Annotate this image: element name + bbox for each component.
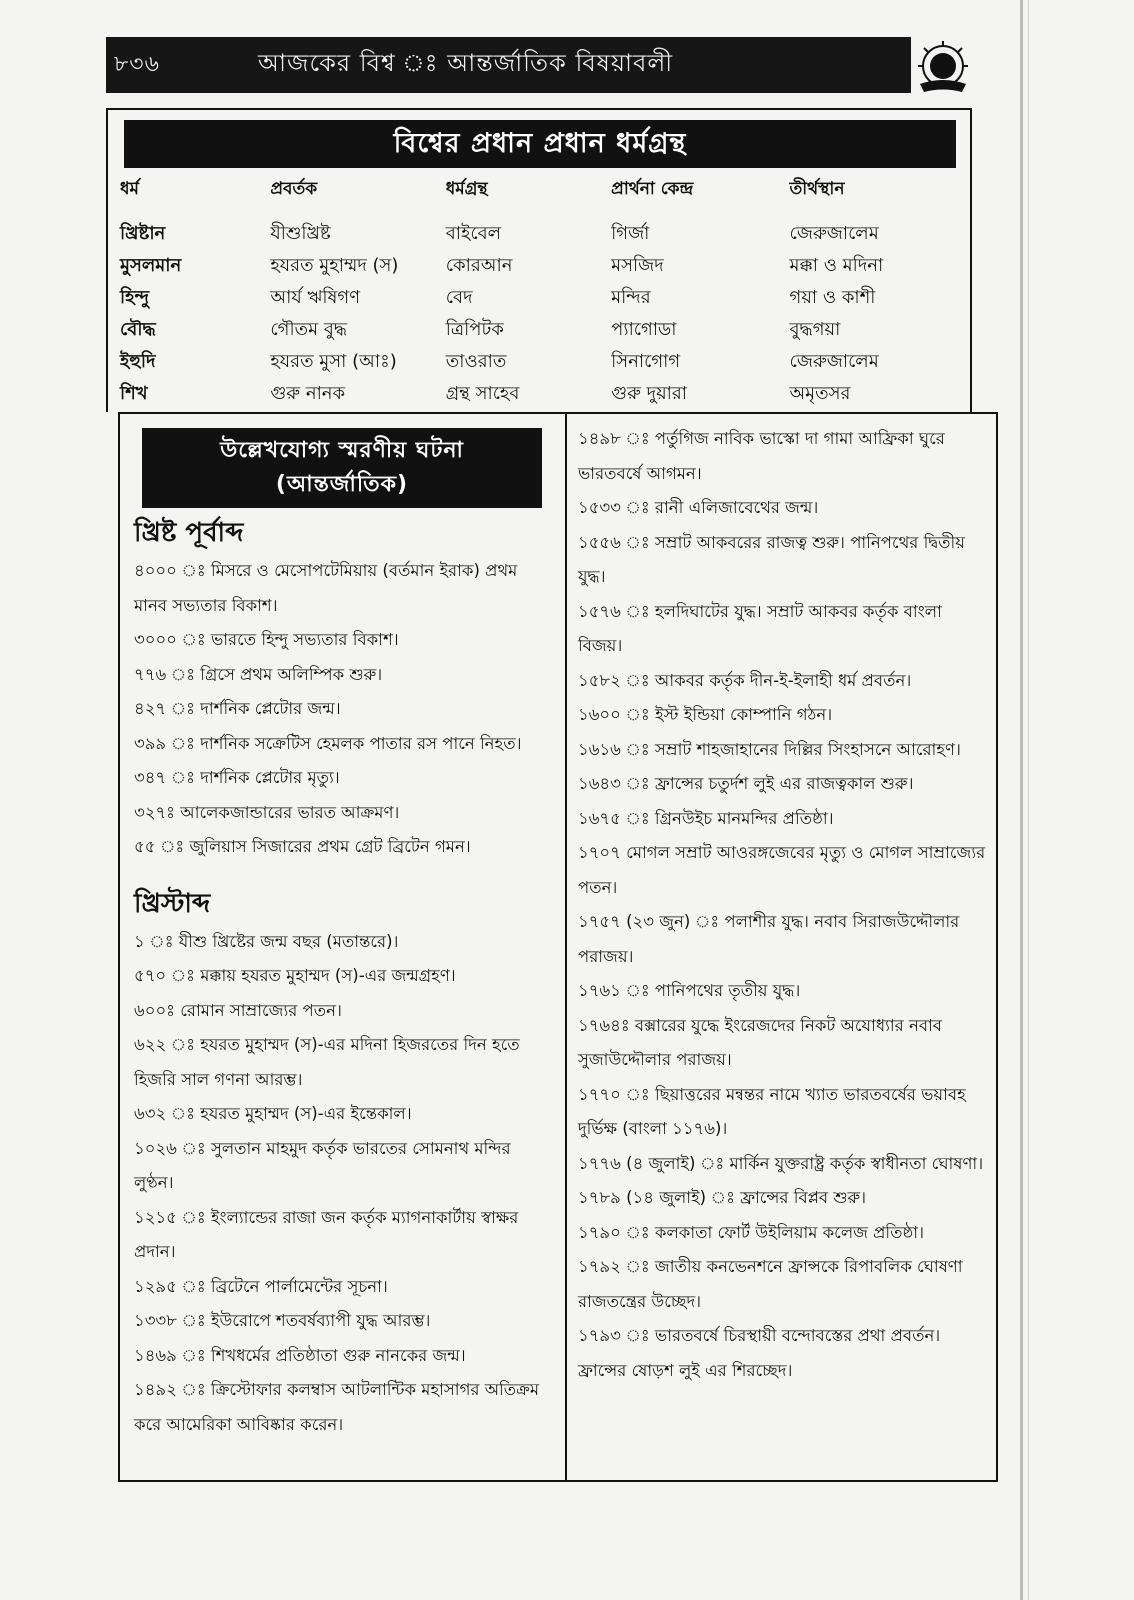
book-title: আজকের বিশ্ব ঃ আন্তর্জাতিক বিষয়াবলী [258,49,674,77]
table-cell: গুরু নানক [270,382,346,404]
table-cell: মক্কা ও মদিনা [789,254,884,276]
bc-heading: খ্রিষ্ট পূর্বাব্দ [134,518,244,548]
list-item: ৬৩২ ঃ হযরত মুহাম্মদ (স)-এর ইন্তেকাল। [134,1104,412,1123]
table-cell: গৌতম বুদ্ধ [270,318,348,340]
events-title-line1: উল্লেখযোগ্য স্মরণীয় ঘটনা [220,438,464,463]
list-item: ১৭৯২ ঃ জাতীয় কনভেনশনে ফ্রান্সকে রিপাবলিক ঘোষণা রাজতন্ত্রের উচ্ছেদ। [578,1257,963,1311]
list-item: ১২৯৫ ঃ ব্রিটেনে পার্লামেন্টের সূচনা। [134,1276,388,1296]
table-row [120,282,970,314]
table-cell: ত্রিপিটক [445,318,504,340]
table-cell: বাইবেল [445,222,502,244]
list-item: ১৫৮২ ঃ আকবর কর্তৃক দীন-ই-ইলাহী ধর্ম প্রবর্তন। [578,670,912,690]
table-row [120,250,970,282]
list-item: ৪২৭ ঃ দার্শনিক প্লেটোর জন্ম। [134,699,341,718]
list-item: ১৭৫৭ (২৩ জুন) ঃ পলাশীর যুদ্ধ। নবাব সিরাজউদ্দৌলার পরাজয়। [578,912,960,966]
list-item: ১৭৭০ ঃ ছিয়াত্তরের মন্বন্তর নামে খ্যাত ভারতবর্ষের ভয়াবহ দুর্ভিক্ষ (বাংলা ১১৭৬)। [578,1084,966,1138]
religions-section [106,108,972,412]
list-item: ১৬১৬ ঃ সম্রাট শাহজাহানের দিল্লির সিংহাসনে আরোহণ। [578,739,961,759]
list-item: ৬০০ঃ রোমান সাম্রাজ্যের পতন। [134,1000,342,1020]
table-row [120,346,970,378]
table-cell: বৌদ্ধ [120,318,156,340]
list-item: ১৫৫৬ ঃ সম্রাট আকবরের রাজত্ব শুরু। পানিপথের দ্বিতীয় যুদ্ধ। [578,532,965,586]
table-cell: হযরত মুহাম্মদ (স) [270,254,399,276]
list-item: ১২১৫ ঃ ইংল্যান্ডের রাজা জন কর্তৃক ম্যাগনাকার্টায় স্বাক্ষর প্রদান। [134,1207,519,1261]
table-row [120,218,970,250]
list-item: ৩২৭ঃ আলেকজান্ডারের ভারত আক্রমণ। [134,802,400,822]
list-item: ১৭৭৬ (৪ জুলাই) ঃ মার্কিন যুক্তরাষ্ট্র কর্তৃক স্বাধীনতা ঘোষণা। [578,1153,984,1173]
table-cell: ইহুদি [120,350,156,372]
table-cell: প্যাগোডা [611,318,677,340]
list-item: ১৩৩৮ ঃ ইউরোপে শতবর্ষব্যাপী যুদ্ধ আরম্ভ। [134,1311,431,1330]
column-header: তীর্থস্থান [789,179,845,199]
table-cell: গ্রন্থ সাহেব [445,382,520,404]
table-cell: অমৃতসর [789,382,851,404]
column-header: প্রবর্তক [270,179,318,199]
list-item: ১৭০৭ মোগল সম্রাট আওরঙ্গজেবের মৃত্যু ও মোগল সাম্রাজ্যের পতন। [578,843,986,897]
list-item: ৩০০০ ঃ ভারতে হিন্দু সভ্যতার বিকাশ। [134,630,399,649]
table-cell: মসজিদ [611,254,664,276]
list-item: ৩৪৭ ঃ দার্শনিক প্লেটোর মৃত্যু। [134,768,340,787]
list-item: ১৭৬৪ঃ বক্সারের যুদ্ধে ইংরেজদের নিকট অযোধ্যার নবাব সুজাউদ্দৌলার পরাজয়। [578,1015,942,1069]
lamp-ornament-icon [912,40,974,96]
events-title [142,428,542,508]
table-cell: সিনাগোগ [611,350,681,372]
list-item: ১৪৬৯ ঃ শিখধর্মের প্রতিষ্ঠাতা গুরু নানকের জন্ম। [134,1345,466,1365]
page-number: ৮৩৬ [114,51,160,77]
table-cell: বুদ্ধগয়া [789,318,841,340]
table-cell: আর্য ঋষিগণ [270,286,361,308]
table-cell: হিন্দু [120,286,150,308]
list-item: ১৫৩৩ ঃ রানী এলিজাবেথের জন্ম। [578,498,819,517]
table-cell: শিখ [120,382,148,404]
table-cell: হযরত মুসা (আঃ) [270,350,397,372]
table-cell: যীশুখ্রিষ্ট [270,222,331,244]
events-right-column [578,422,986,1388]
table-cell: জেরুজালেম [789,222,879,244]
running-header [106,37,911,93]
column-header: ধর্ম [120,179,139,199]
religions-table [120,176,970,410]
table-row [120,314,970,346]
table-cell: বেদ [445,286,473,308]
list-item: ১৬৭৫ ঃ গ্রিনউইচ মানমন্দির প্রতিষ্ঠা। [578,808,834,828]
column-header: প্রার্থনা কেন্দ্র [611,179,694,199]
table-cell: তাওরাত [445,350,507,372]
page-binding-edge [1020,0,1023,1600]
list-item: ১ ঃ যীশু খ্রিষ্টের জন্ম বছর (মতান্তরে)। [134,931,399,951]
list-item: ১৫৭৬ ঃ হলদিঘাটের যুদ্ধ। সম্রাট আকবর কর্তৃক বাংলা বিজয়। [578,601,942,655]
table-cell: জেরুজালেম [789,350,879,372]
table-cell: খ্রিষ্টান [120,222,166,244]
list-item: ৫৭০ ঃ মক্কায় হযরত মুহাম্মদ (স)-এর জন্মগ্রহণ। [134,966,456,985]
list-item: ১৬৪৩ ঃ ফ্রান্সের চতুর্দশ লুই এর রাজত্বকাল শুরু। [578,774,914,793]
list-item: ১৭৬১ ঃ পানিপথের তৃতীয় যুদ্ধ। [578,981,801,1000]
ad-heading: খ্রিস্টাব্দ [134,888,211,919]
table-cell: গুরু দুয়ারা [611,382,688,404]
list-item: ৩৯৯ ঃ দার্শনিক সক্রেটিস হেমলক পাতার রস পানে নিহত। [134,733,522,753]
table-cell: মুসলমান [120,254,182,276]
list-item: ১৭৯৩ ঃ ভারতবর্ষে চিরস্থায়ী বন্দোবস্তের প্রথা প্রবর্তন। ফ্রান্সের ষোড়শ লুই এর শিরচ্ছেদ। [578,1326,941,1380]
table-cell: গির্জা [611,222,650,244]
page-binding-edge-inner [1028,0,1029,1600]
column-divider [565,412,567,1482]
column-header: ধর্মগ্রন্থ [445,179,488,199]
events-left-column [134,516,554,1442]
religions-title: বিশ্বের প্রধান প্রধান ধর্মগ্রন্থ [124,120,956,168]
list-item: ৪০০০ ঃ মিসরে ও মেসোপটেমিয়ায় (বর্তমান ইরাক) প্রথম মানব সভ্যতার বিকাশ। [134,561,518,615]
table-row [120,378,970,410]
events-title-line2: (আন্তর্জাতিক) [275,472,409,497]
list-item: ১৬০০ ঃ ইস্ট ইন্ডিয়া কোম্পানি গঠন। [578,705,833,724]
list-item: ১৭৯০ ঃ কলকাতা ফোর্ট উইলিয়াম কলেজ প্রতিষ্ঠা। [578,1222,924,1242]
table-cell: কোরআন [445,254,513,276]
list-item: ১৪৯৮ ঃ পর্তুগিজ নাবিক ভাস্কো দা গামা আফ্রিকা ঘুরে ভারতবর্ষে আগমন। [578,429,945,483]
list-item: ১৭৮৯ (১৪ জুলাই) ঃ ফ্রান্সের বিপ্লব শুরু। [578,1188,867,1207]
table-header-row [120,176,970,218]
table-cell: গয়া ও কাশী [789,286,876,308]
list-item: ৭৭৬ ঃ গ্রিসে প্রথম অলিম্পিক শুরু। [134,664,383,684]
list-item: ৫৫ ঃ জুলিয়াস সিজারের প্রথম গ্রেট ব্রিটেন গমন। [134,837,471,856]
list-item: ১৪৯২ ঃ ক্রিস্টোফার কলম্বাস আটলান্টিক মহাসাগর অতিক্রম করে আমেরিকা আবিষ্কার করেন। [134,1380,540,1434]
list-item: ১০২৬ ঃ সুলতান মাহমুদ কর্তৃক ভারতের সোমনাথ মন্দির লুণ্ঠন। [134,1138,511,1192]
table-cell: মন্দির [611,286,651,308]
list-item: ৬২২ ঃ হযরত মুহাম্মদ (স)-এর মদিনা হিজরতের দিন হতে হিজরি সাল গণনা আরম্ভ। [134,1035,520,1089]
